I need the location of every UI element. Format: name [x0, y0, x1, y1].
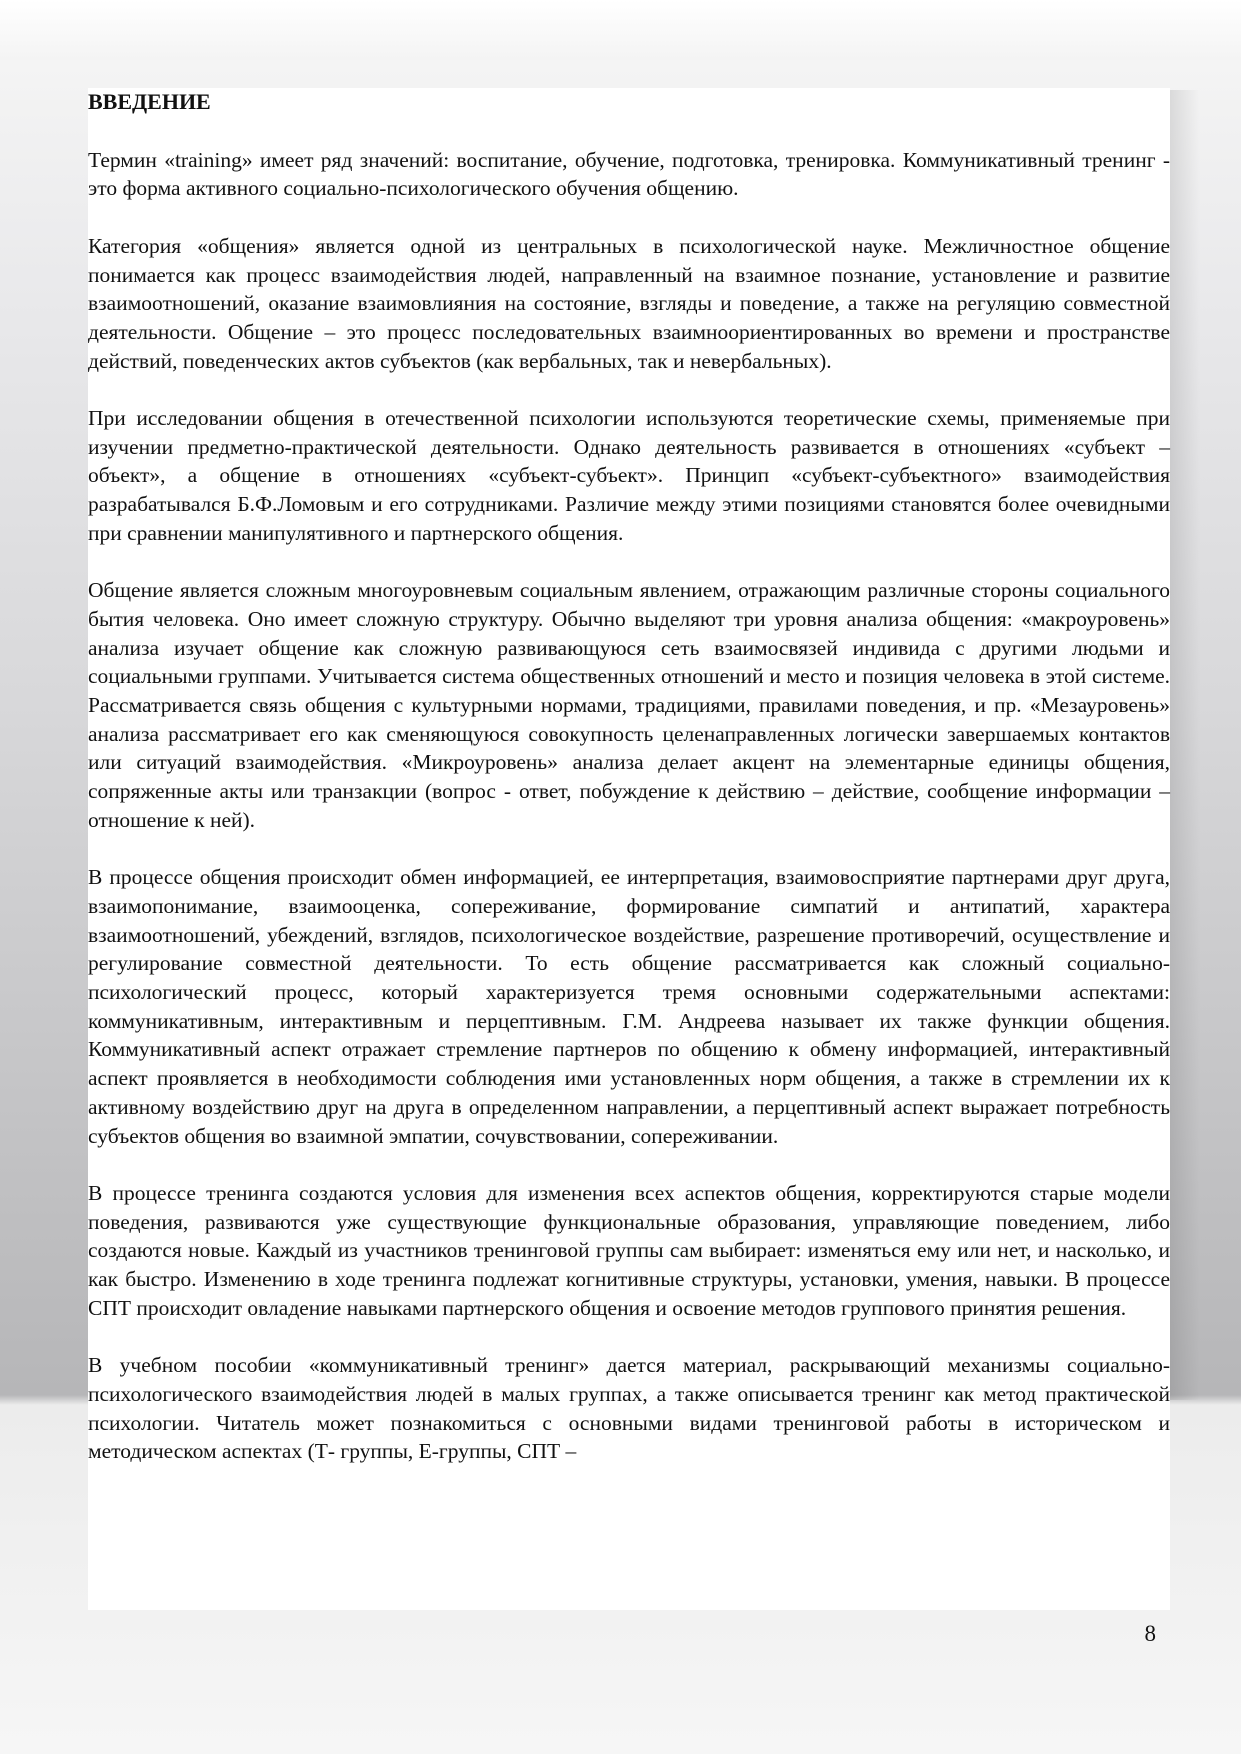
paragraph-7: В учебном пособии «коммуникативный тренинг» дается материал, раскрывающий механизмы социально-психологического взаимодействия людей в малых группах, а также описывается тренинг как метод практической психологии. Читатель может познакомиться с основными видами тренинговой работы в историческом и методическом аспектах (Т- группы, Е-группы, СПТ –	[88, 1353, 1170, 1464]
paragraph-5: В процессе общения происходит обмен информацией, ее интерпретация, взаимовосприятие партнерами друг друга, взаимопонимание, взаимооценка, сопереживание, формирование симпатий и антипатий, характера взаимоотношений, убеждений, взглядов, психологическое воздействие, разрешение противоречий, осуществление и регулирование совместной деятельности. То есть общение рассматривается как сложный социально-психологический процесс, который характеризуется тремя основными содержательными аспектами: коммуникативным, интерактивным и перцептивным. Г.М. Андреева называет их также функции общения. Коммуникативный аспект отражает стремление партнеров по общению к обмену информацией, интерактивный аспект проявляется в необходимости соблюдения ими установленных норм общения, а также в стремлении их к активному воздействию друг на друга в определенном направлении, а перцептивный аспект выражает потребность субъектов общения во взаимной эмпатии, сочувствовании, сопереживании.	[88, 865, 1170, 1148]
page-shadow	[1170, 90, 1200, 1400]
paragraph-2: Категория «общения» является одной из центральных в психологической науке. Межличностное общение понимается как процесс взаимодействия людей, направленный на взаимное познание, установление и развитие взаимоотношений, оказание взаимовлияния на состояние, взгляды и поведение, а также на регуляцию совместной деятельности. Общение – это процесс последовательных взаимноориентированных во времени и пространстве действий, поведенческих актов субъектов (как вербальных, так и невербальных).	[88, 233, 1170, 373]
section-heading: ВВЕДЕНИЕ	[88, 89, 211, 114]
document-page	[88, 88, 1170, 1646]
page-number: 8	[1144, 1621, 1156, 1646]
paragraph-1: Термин «training» имеет ряд значений: воспитание, обучение, подготовка, тренировка. Коммуникативный тренинг - это форма активного социально-психологического обучения общению.	[88, 147, 1170, 201]
paragraph-3: При исследовании общения в отечественной психологии используются теоретические схемы, применяемые при изучении предметно-практической деятельности. Однако деятельность развивается в отношениях «субъект – объект», а общение в отношениях «субъект-субъект». Принцип «субъект-субъектного» взаимодействия разрабатывался Б.Ф.Ломовым и его сотрудниками. Различие между этими позициями становятся более очевидными при сравнении манипулятивного и партнерского общения.	[88, 406, 1170, 545]
page-content	[88, 88, 1170, 1495]
paragraph-4: Общение является сложным многоуровневым социальным явлением, отражающим различные стороны социального бытия человека. Оно имеет сложную структуру. Обычно выделяют три уровня анализа общения: «макроуровень» анализа изучает общение как сложную развивающуюся сеть взаимосвязей индивида с другими людьми и социальными группами. Учитывается система общественных отношений и место и позиция человека в этой системе. Рассматривается связь общения с культурными нормами, традициями, правилами поведения, и пр. «Мезауровень» анализа рассматривает его как сменяющуюся совокупность целенаправленных логически завершаемых контактов или ситуаций взаимодействия. «Микроуровень» анализа делает акцент на элементарные единицы общения, сопряженные акты или транзакции (вопрос - ответ, побуждение к действию – действие, сообщение информации – отношение к ней).	[88, 578, 1170, 832]
paragraph-6: В процессе тренинга создаются условия для изменения всех аспектов общения, корректируются старые модели поведения, развиваются уже существующие функциональные образования, управляющие поведением, либо создаются новые. Каждый из участников тренинговой группы сам выбирает: изменяться ему или нет, и насколько, и как быстро. Изменению в ходе тренинга подлежат когнитивные структуры, установки, умения, навыки. В процессе СПТ происходит овладение навыками партнерского общения и освоение методов группового принятия решения.	[88, 1180, 1170, 1320]
